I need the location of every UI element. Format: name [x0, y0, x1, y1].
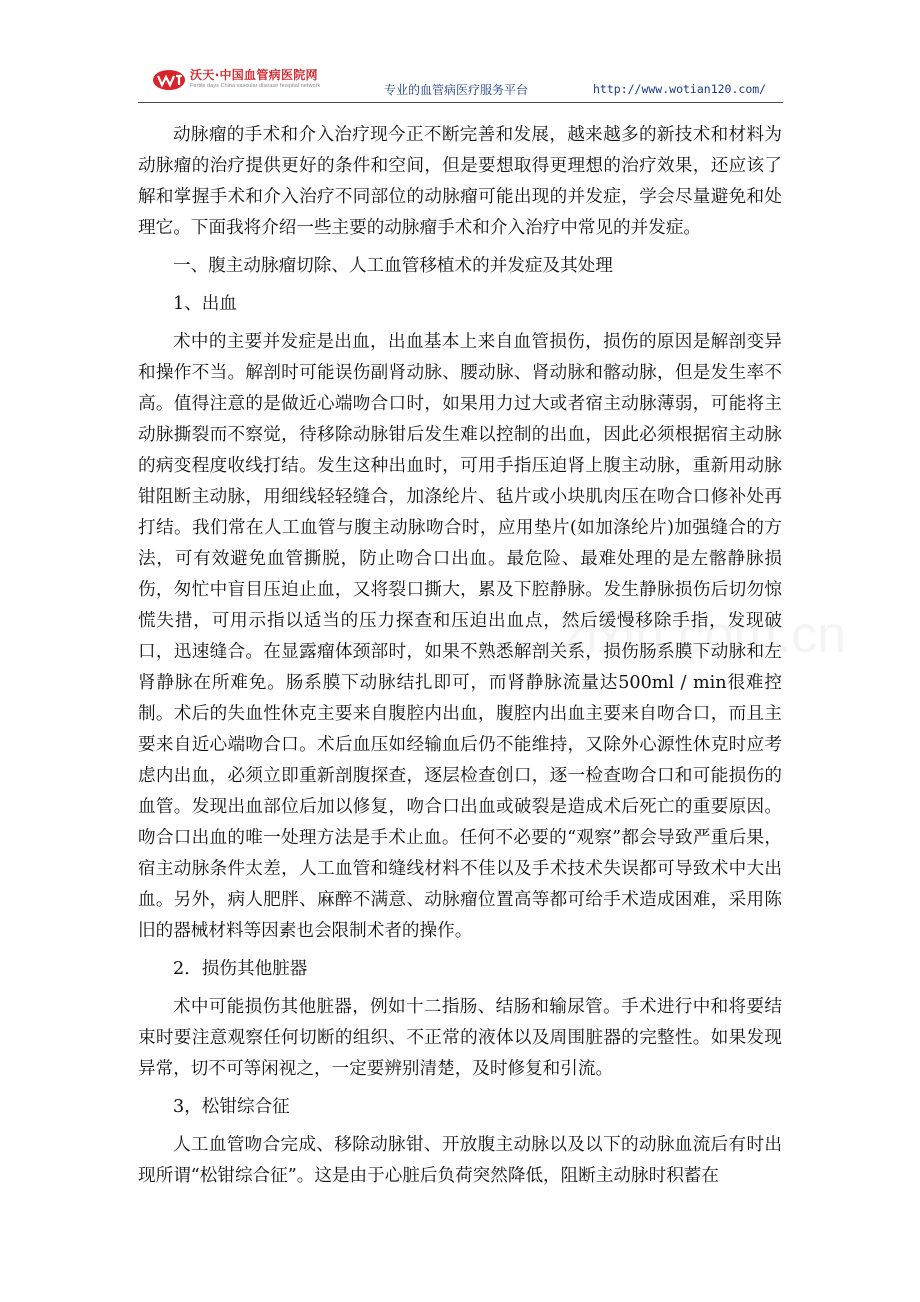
- header-url-link[interactable]: http://www.wotian120.com/: [593, 82, 767, 96]
- intro-paragraph: 动脉瘤的手术和介入治疗现今正不断完善和发展，越来越多的新技术和材料为动脉瘤的治疗提供更好的条件和空间，但是要想取得更理想的治疗效果，还应该了解和掌握手术和介入治疗不同部位的动脉瘤可能出现的并发症，学会尽量避免和处理它。下面我将介绍一些主要的动脉瘤手术和介入治疗中常见的并发症。: [138, 125, 782, 238]
- page-header: [138, 62, 783, 103]
- site-logo[interactable]: [152, 65, 352, 95]
- subsection-heading: 2．损伤其他脏器: [173, 959, 308, 979]
- logo-text: 沃天·中国血管病医院网: [190, 68, 318, 82]
- section-heading: 一、腹主动脉瘤切除、人工血管移植术的并发症及其处理: [173, 256, 613, 276]
- header-slogan: 专业的血管病医疗服务平台: [384, 83, 529, 97]
- logo-mark-icon: [152, 69, 186, 91]
- article-body: [138, 120, 782, 1192]
- logo-subtext: Fertile days China vascular disease hospital network: [190, 83, 321, 89]
- body-paragraph: 术中的主要并发症是出血，出血基本上来自血管损伤，损伤的原因是解剖变异和操作不当。解剖时可能误伤副肾动脉、腰动脉、肾动脉和髂动脉，但是发生率不高。值得注意的是做近心端吻合口时，如果用力过大或者宿主动脉薄弱，可能将主动脉撕裂而不察觉，待移除动脉钳后发生难以控制的出血，因此必须根据宿主动脉的病变程度收线打结。发生这种出血时，可用手指压迫肾上腹主动脉，重新用动脉钳阻断主动脉，用细线轻轻缝合，加涤纶片、毡片或小块肌肉压在吻合口修补处再打结。我们常在人工血管与腹主动脉吻合时，应用垫片(如加涤纶片)加强缝合的方法，可有效避免血管撕脱，防止吻合口出血。最危险、最难处理的是左髂静脉损伤，匆忙中盲目压迫止血，又将裂口撕大，累及下腔静脉。发生静脉损伤后切勿惊慌失措，可用示指以适当的压力探查和压迫出血点，然后缓慢移除手指，发现破口，迅速缝合。在显露瘤体颈部时，如果不熟悉解剖关系，损伤肠系膜下动脉和左肾静脉在所难免。肠系膜下动脉结扎即可，而肾静脉流量达500ml / min很难控制。术后的失血性休克主要来自腹腔内出血，腹腔内出血主要来自吻合口，而且主要来自近心端吻合口。术后血压如经输血后仍不能维持，又除外心源性休克时应考虑内出血，必须立即重新剖腹探查，逐层检查创口，逐一检查吻合口和可能损伤的血管。发现出血部位后加以修复，吻合口出血或破裂是造成术后死亡的重要原因。吻合口出血的唯一处理方法是手术止血。任何不必要的“观察”都会导致严重后果，宿主动脉条件太差，人工血管和缝线材料不佳以及手术技术失误都可导致术中大出血。另外，病人肥胖、麻醉不满意、动脉瘤位置高等都可给手术造成困难，采用陈旧的器械材料等因素也会限制术者的操作。: [138, 332, 782, 941]
- subsection-heading: 3，松钳综合征: [173, 1097, 290, 1117]
- subsection-heading: 1、出血: [173, 294, 237, 314]
- body-paragraph: 人工血管吻合完成、移除动脉钳、开放腹主动脉以及以下的动脉血流后有时出现所谓“松钳综合征”。这是由于心脏后负荷突然降低，阻断主动脉时积蓄在: [138, 1135, 782, 1186]
- body-paragraph: 术中可能损伤其他脏器，例如十二指肠、结肠和输尿管。手术进行中和将要结束时要注意观察任何切断的组织、不正常的液体以及周围脏器的完整性。如果发现异常，切不可等闲视之，一定要辨别清楚，及时修复和引流。: [138, 997, 782, 1079]
